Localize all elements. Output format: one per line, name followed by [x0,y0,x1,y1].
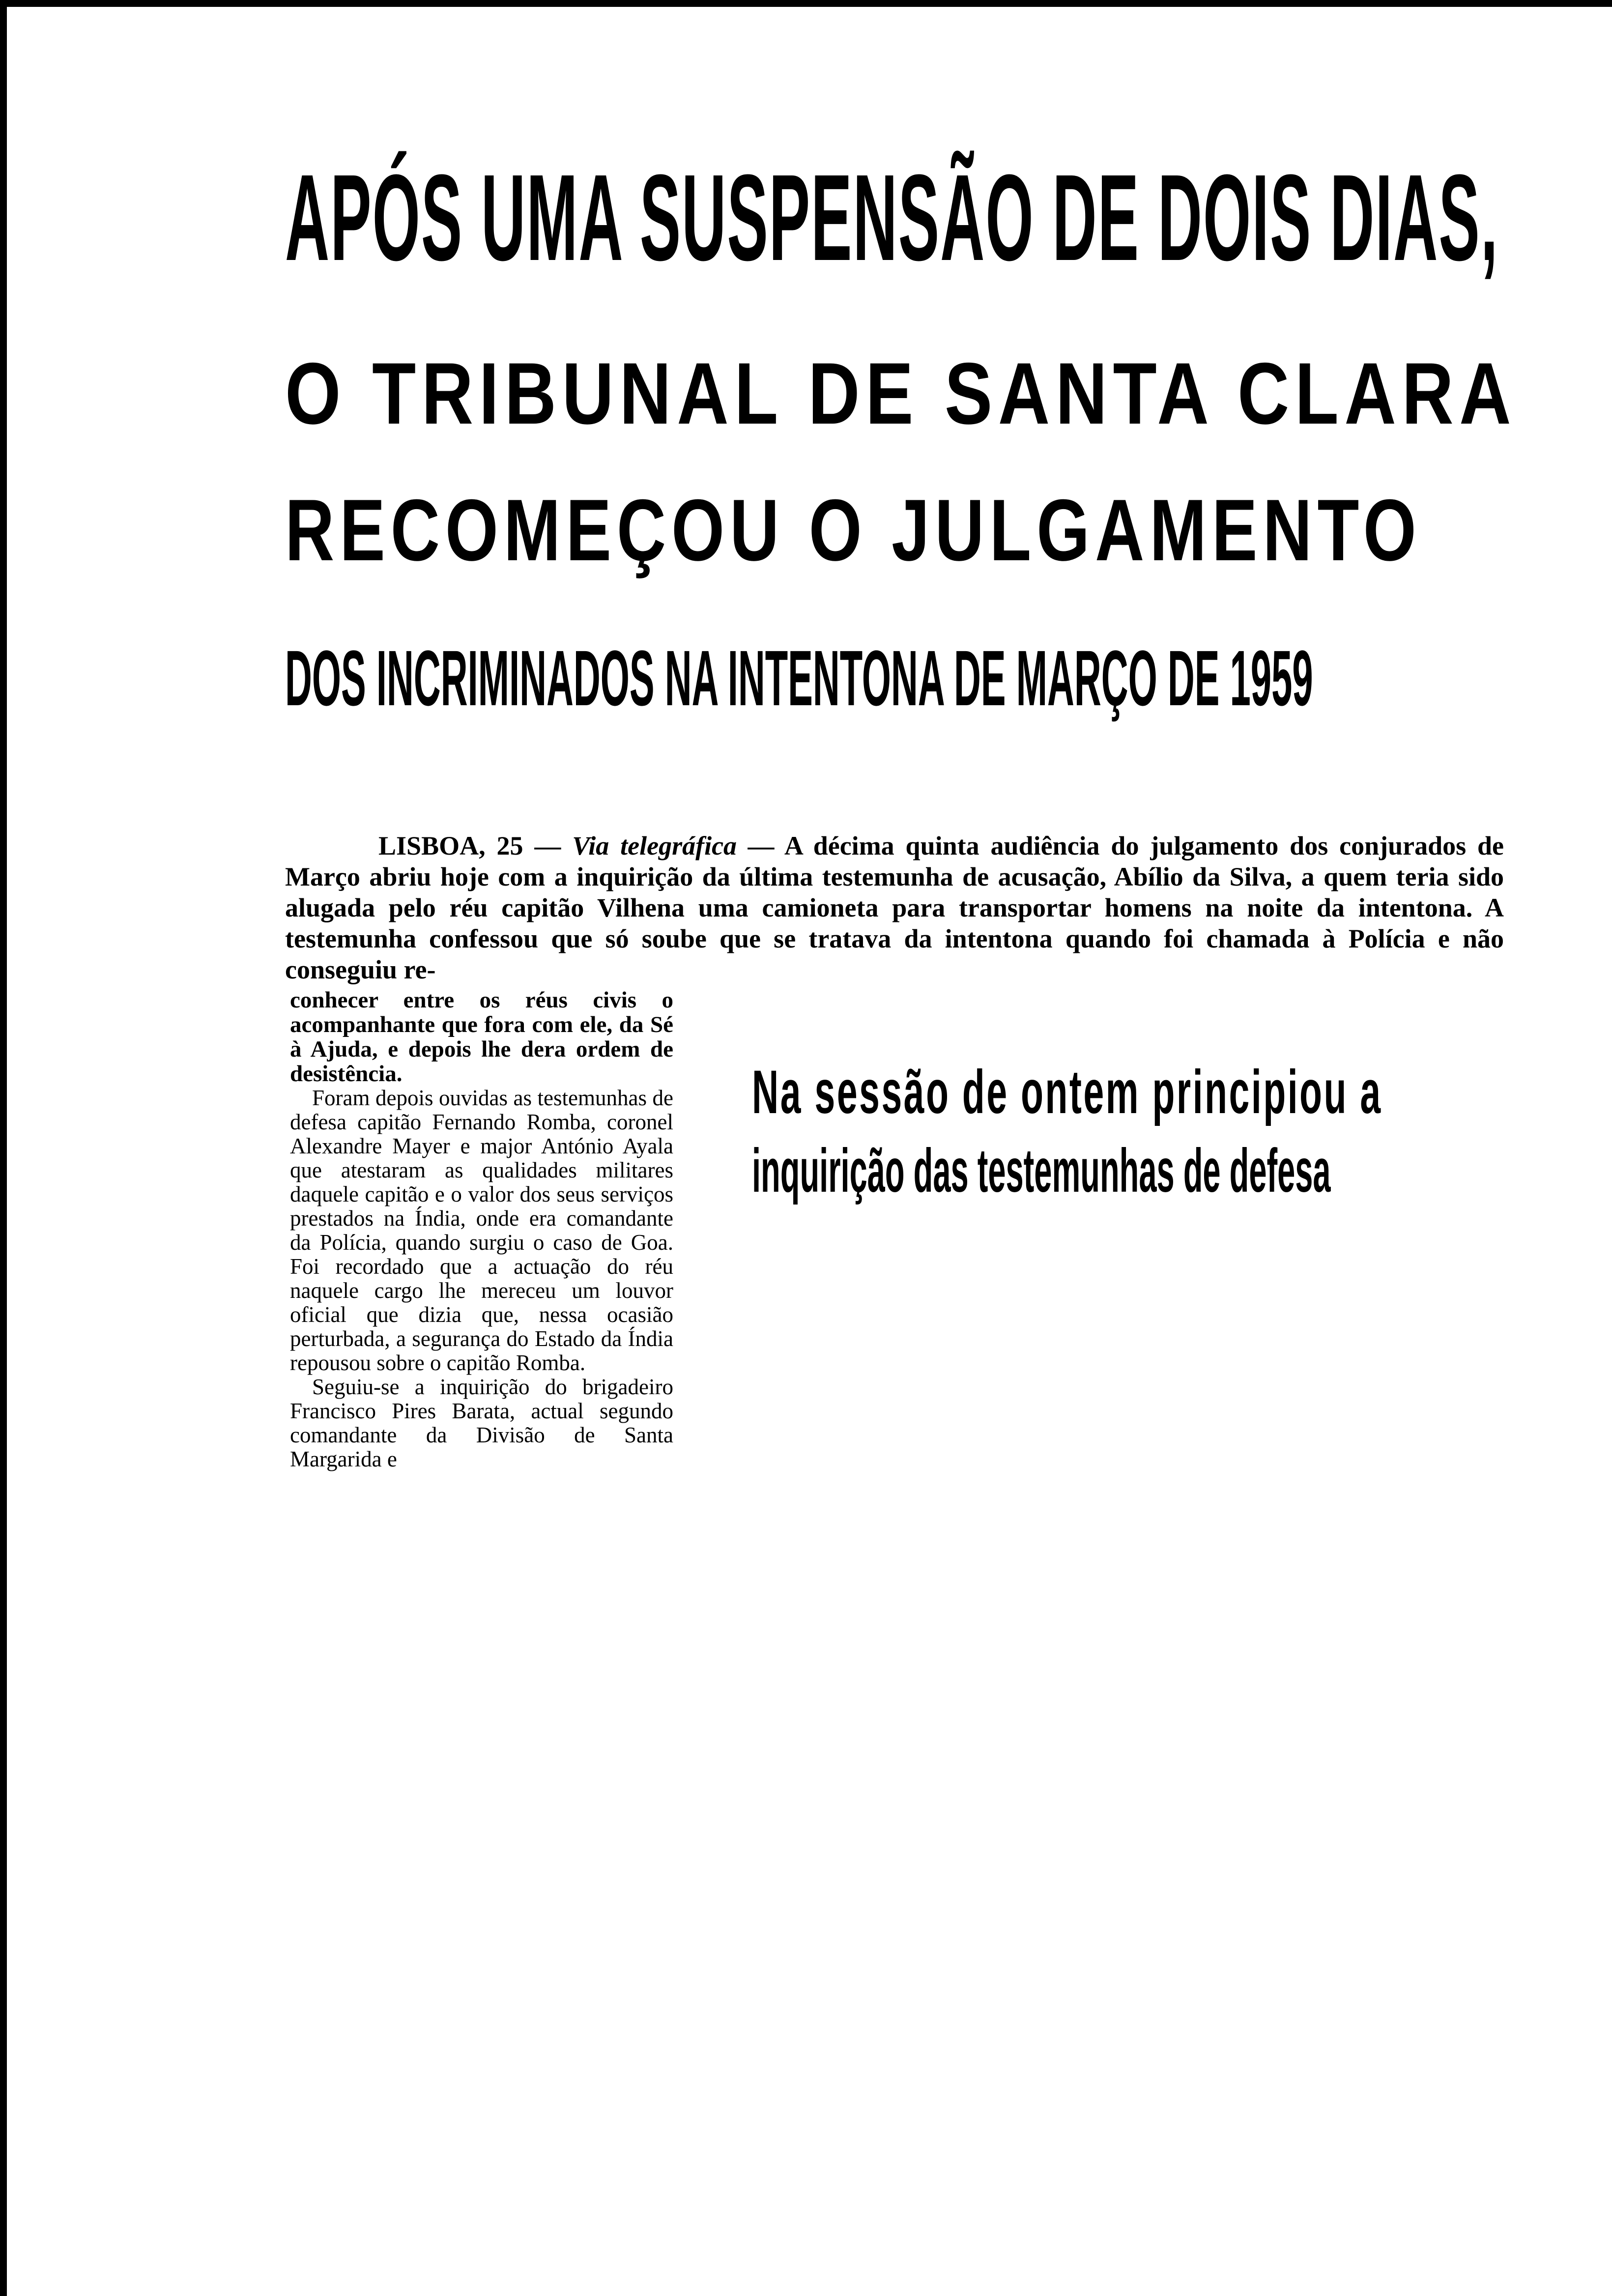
article-column [290,988,673,1471]
headline-line-1: APÓS UMA SUSPENSÃO DE DOIS DIAS, [285,149,1499,286]
paragraph-defense-witnesses: Foram depois ouvidas as testemunhas de defesa capitão Fernando Romba, coronel Alexandre Mayer e major António Ayala que atestaram as qualidades militares daquele capitão e o valor dos seus serviços prestados na Índia, onde era comandante da Polícia, quando surgiu o caso de Goa. Foi recordado que a actuação do réu naquele cargo lhe mereceu um louvor oficial que dizia que, nessa ocasião perturbada, a segurança do Estado da Índia repousou sobre o capitão Romba. [290,1086,673,1375]
subheading-line-2: inquirição das testemunhas de defesa [752,1137,1331,1205]
page-border-top [0,0,1612,7]
lead-paragraph [285,831,1504,985]
headline-line-2: O TRIBUNAL DE SANTA CLARA [285,344,1517,442]
lead-text: A décima quinta audiência do julgamento dos conjurados de Março abriu hoje com a inquirição da última testemunha de acusação, Abílio da Silva, a quem teria sido alugada pelo réu capitão Vilhena uma camioneta para transportar homens na noite da intentona. A testemunha confessou que só soube que se tratava da intentona quando foi chamada à Polícia e não conseguiu re- [285,831,1504,984]
subheading-line-1: Na sessão de ontem principiou a [752,1058,1382,1126]
paragraph-brigadier: Seguiu-se a inquirição do brigadeiro Francisco Pires Barata, actual segundo comandante da Divisão de Santa Margarida e [290,1375,673,1471]
page-border-left [0,0,7,2296]
lead-continuation: conhecer entre os réus civis o acompanhante que fora com ele, da Sé à Ajuda, e depois lhe dera ordem de desistência. [290,987,673,1087]
via-telegrafica: Via telegráfica — [572,831,775,861]
dateline: LISBOA, 25 — [378,831,561,861]
headline-line-3: RECOMEÇOU O JULGAMENTO [285,481,1422,579]
headline-line-4: DOS INCRIMINADOS NA INTENTONA DE MARÇO DE 1959 [285,634,1313,722]
